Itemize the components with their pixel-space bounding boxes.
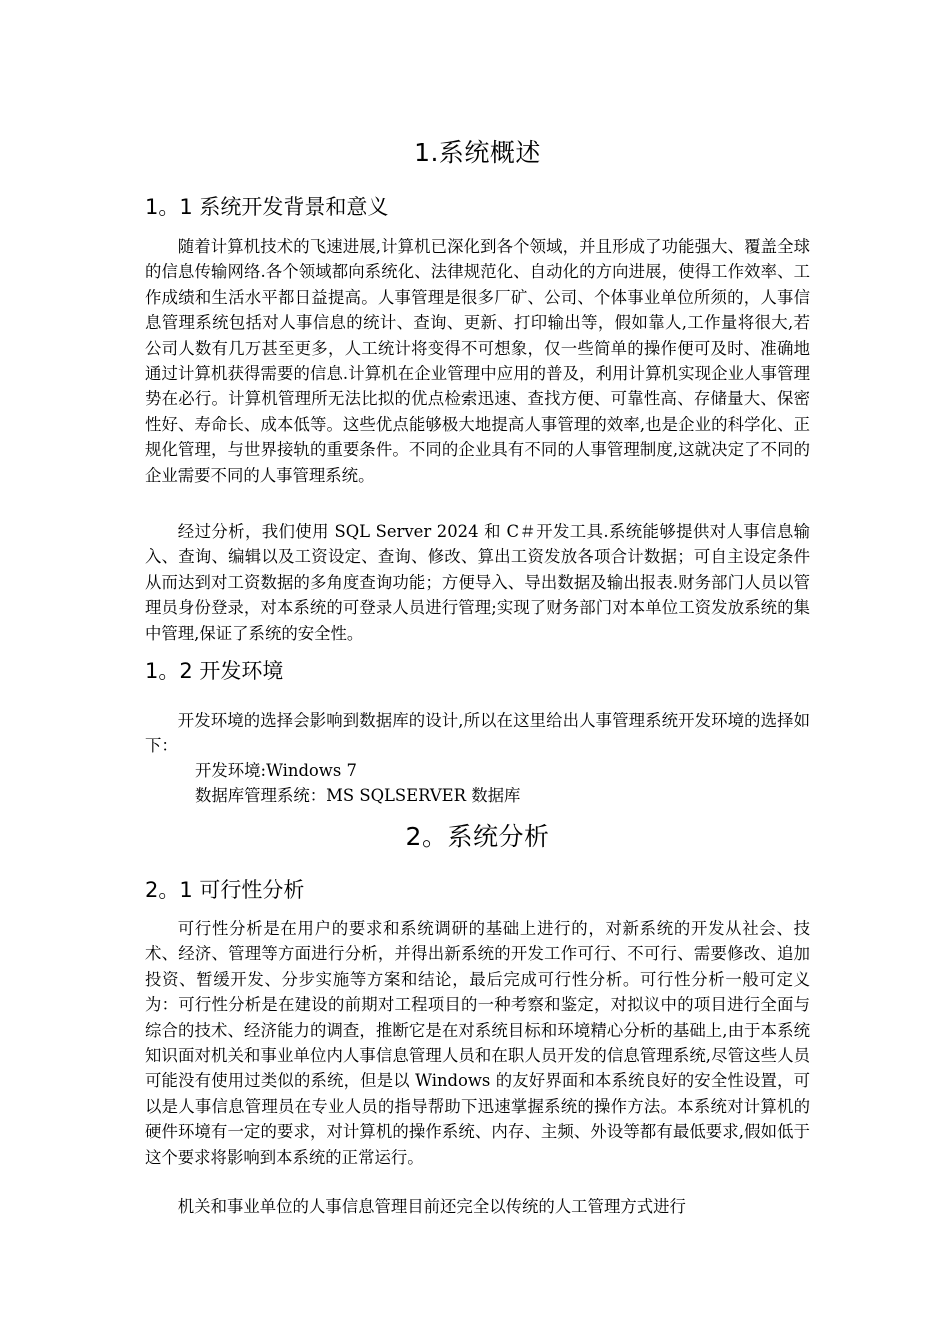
env-os-line: 开发环境:Windows 7 xyxy=(195,761,357,780)
section1-1-paragraph-2: 经过分析，我们使用 SQL Server 2024 和 C＃开发工具.系统能够提供对人事信息输入、查询、编辑以及工资设定、查询、修改、算出工资发放各项合计数据；可自主设定条件从而达到对工资数据的多角度查询功能；方便导入、导出数据及输出报表.财务部门人员以管理员身份登录，对本系统的可登录人员进行管理;实现了财务部门对本单位工资发放系统的集中管理,保证了系统的安全性。 xyxy=(145,522,810,643)
section1-2-paragraph: 开发环境的选择会影响到数据库的设计,所以在这里给出人事管理系统开发环境的选择如下： xyxy=(145,711,810,755)
section1-2-heading: 1。2 开发环境 xyxy=(145,659,284,683)
section2-1-paragraph-1: 可行性分析是在用户的要求和系统调研的基础上进行的，对新系统的开发从社会、技术、经济、管理等方面进行分析，并得出新系统的开发工作可行、不可行、需要修改、追加投资、暂缓开发、分步实施等方案和结论，最后完成可行性分析。可行性分析一般可定义为：可行性分析是在建设的前期对工程项目的一种考察和鉴定，对拟议中的项目进行全面与综合的技术、经济能力的调查，推断它是在对系统目标和环境精心分析的基础上,由于本系统知识面对机关和事业单位内人事信息管理人员和在职人员开发的信息管理系统,尽管这些人员可能没有使用过类似的系统，但是以 Windows 的友好界面和本系统良好的安全性设置，可以是人事信息管理员在专业人员的指导帮助下迅速掌握系统的操作方法。本系统对计算机的硬件环境有一定的要求，对计算机的操作系统、内存、主频、外设等都有最低要求,假如低于这个要求将影响到本系统的正常运行。 xyxy=(145,919,810,1167)
env-db-line: 数据库管理系统：MS SQLSERVER 数据库 xyxy=(195,786,521,805)
section1-title: 1.系统概述 xyxy=(414,138,541,167)
section1-1-paragraph-1: 随着计算机技术的飞速进展,计算机已深化到各个领域，并且形成了功能强大、覆盖全球的信息传输网络.各个领域都向系统化、法律规范化、自动化的方向进展，使得工作效率、工作成绩和生活水平都日益提高。人事管理是很多厂矿、公司、个体事业单位所须的，人事信息管理系统包括对人事信息的统计、查询、更新、打印输出等，假如靠人,工作量将很大,若公司人数有几万甚至更多，人工统计将变得不可想象，仅一些简单的操作便可及时、准确地通过计算机获得需要的信息.计算机在企业管理中应用的普及，利用计算机实现企业人事管理势在必行。计算机管理所无法比拟的优点检索迅速、查找方便、可靠性高、存储量大、保密性好、寿命长、成本低等。这些优点能够极大地提高人事管理的效率,也是企业的科学化、正规化管理，与世界接轨的重要条件。不同的企业具有不同的人事管理制度,这就决定了不同的企业需要不同的人事管理系统。 xyxy=(145,237,810,485)
section2-title: 2。系统分析 xyxy=(405,822,550,851)
section2-1-paragraph-2: 机关和事业单位的人事信息管理目前还完全以传统的人工管理方式进行 xyxy=(177,1197,686,1216)
section1-1-heading: 1。1 系统开发背景和意义 xyxy=(145,195,389,219)
section2-1-heading: 2。1 可行性分析 xyxy=(145,878,305,902)
